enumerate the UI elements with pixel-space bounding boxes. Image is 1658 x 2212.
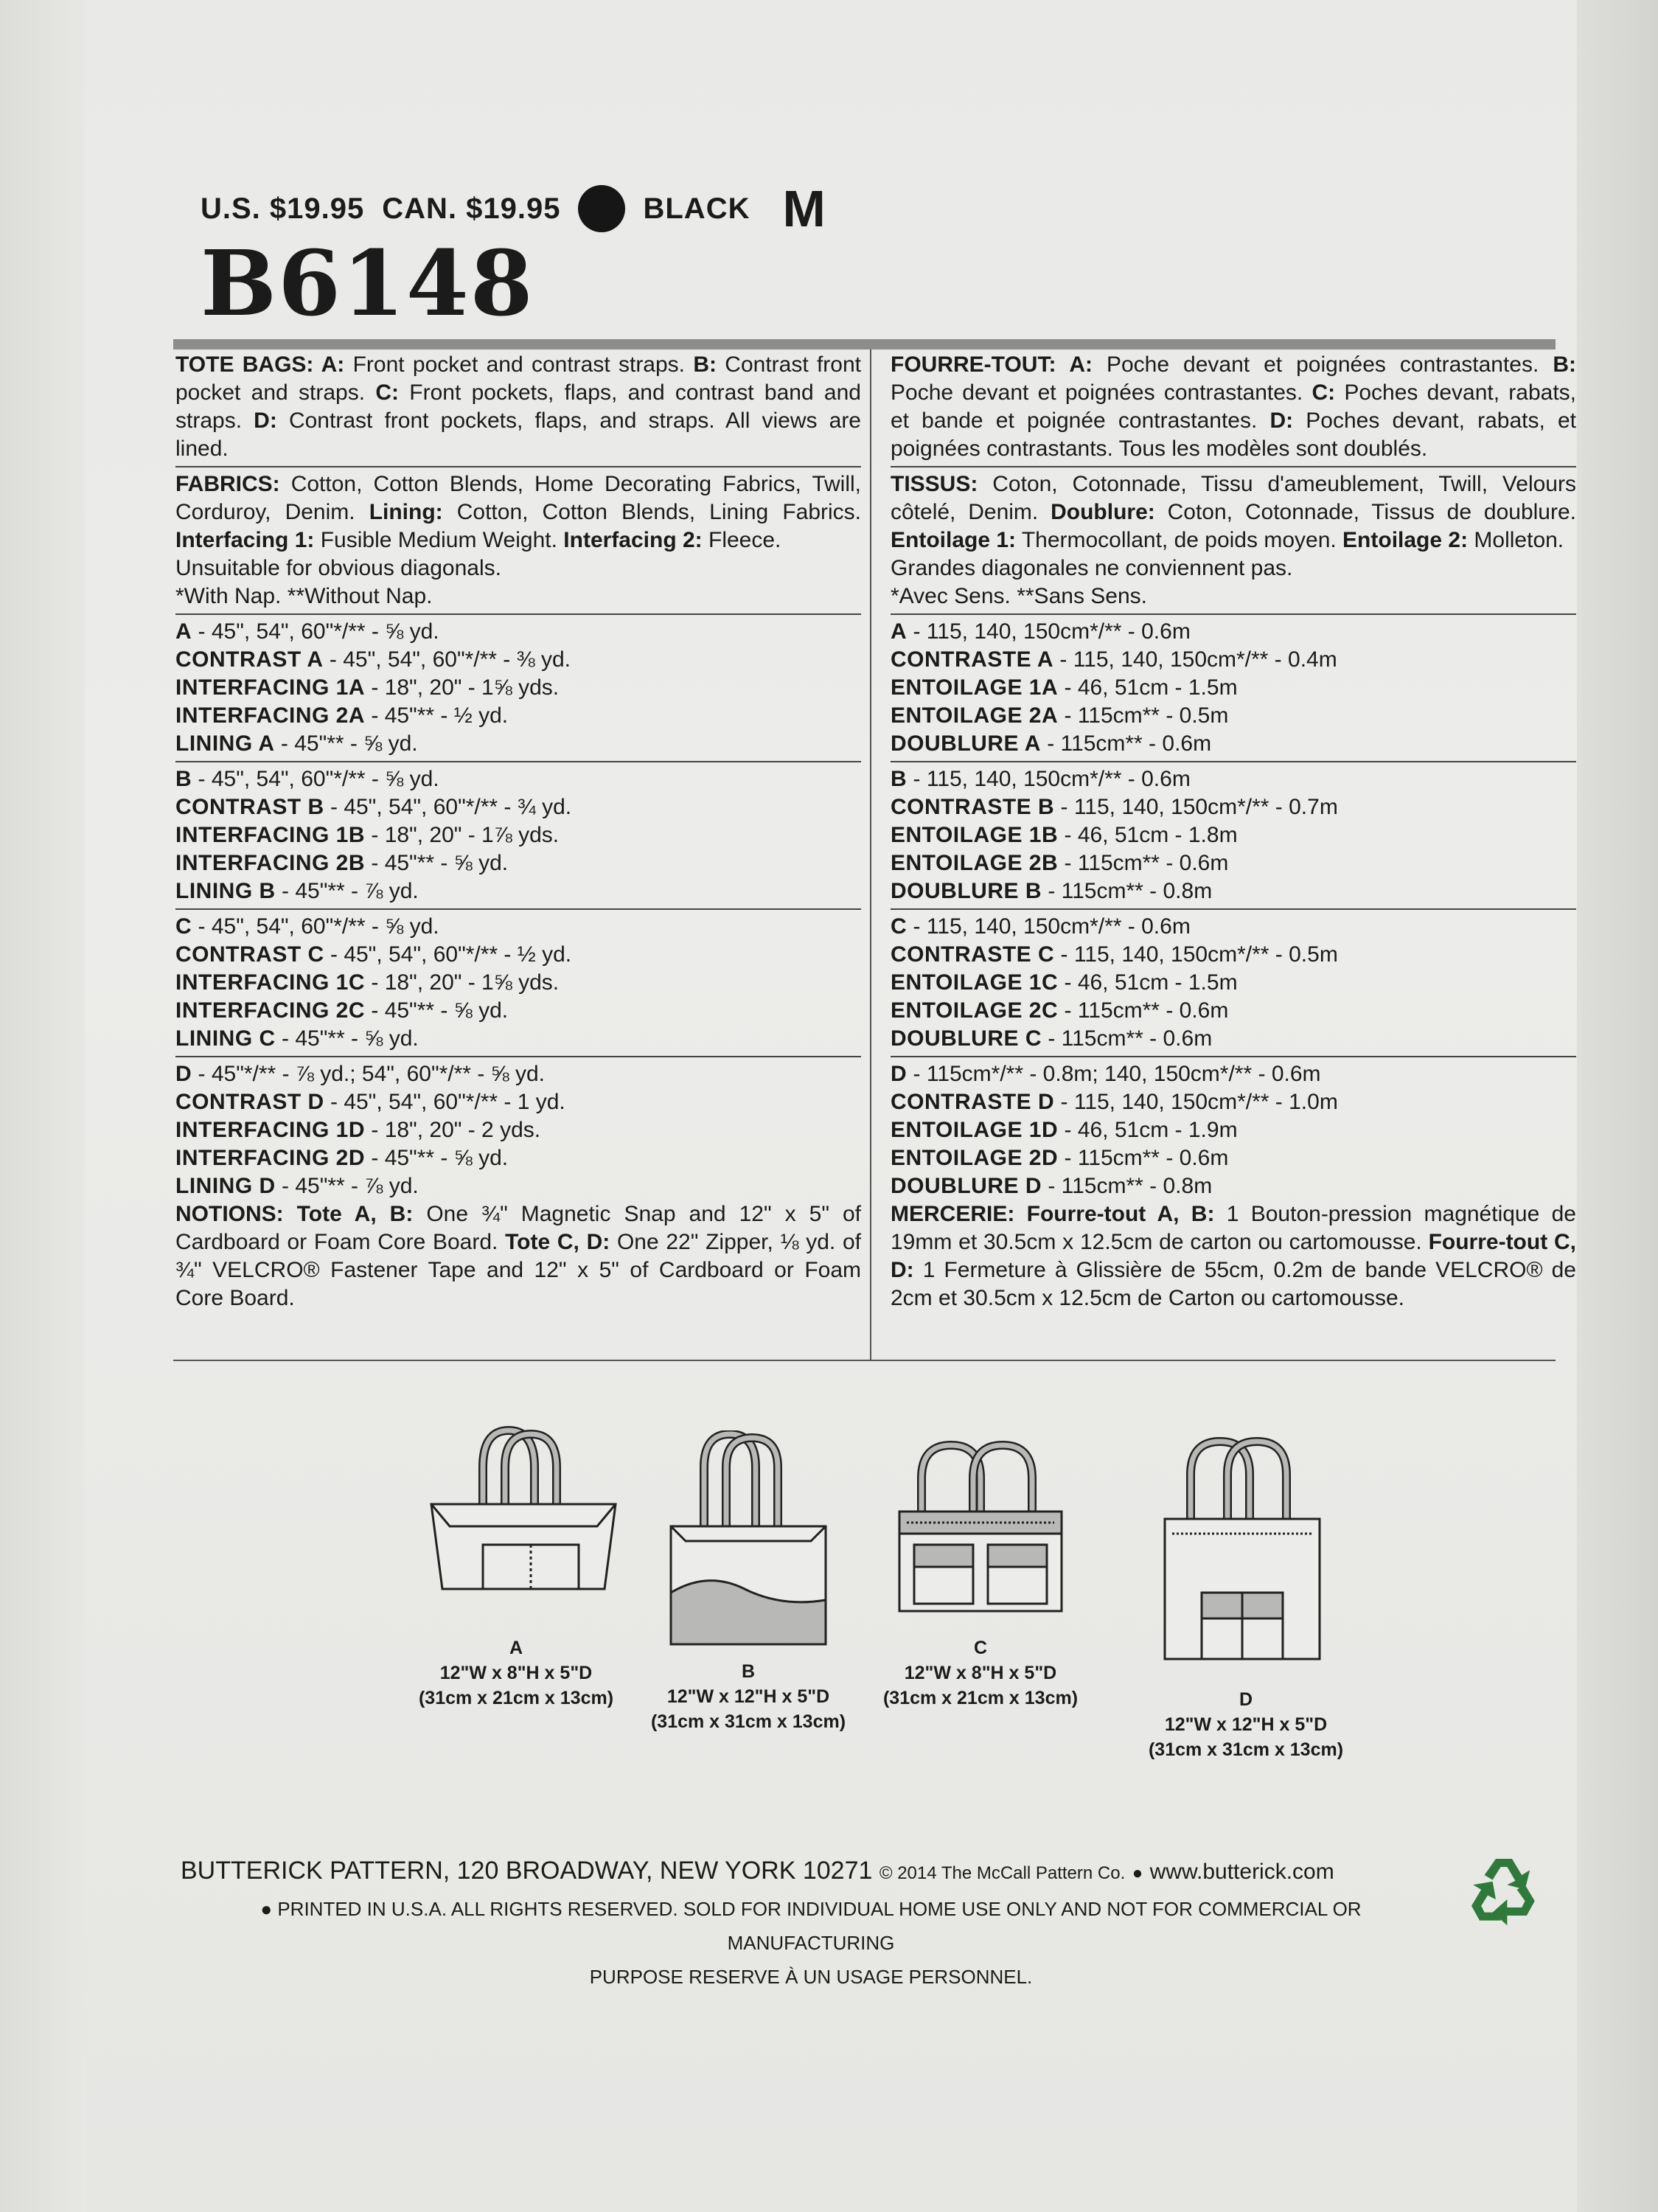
divider [175,1056,861,1057]
yardage-value: - 115, 140, 150cm*/** - 0.6m [907,619,1191,644]
yardage-value: - 45", 54", 60"*/** - ⅜ yd. [323,647,571,672]
view-c-caption [877,1635,1084,1711]
en-yardage-row [175,849,861,877]
en-description-segment: D: [254,408,277,433]
yardage-label: A [175,619,192,644]
fr-description [891,351,1576,463]
view-letter: B [741,1661,756,1682]
view-metric: (31cm x 21cm x 13cm) [882,1688,1079,1708]
en-description-segment: Front pocket and contrast straps. [344,352,694,377]
en-notions [175,1200,861,1312]
yardage-value: - 115cm** - 0.6m [1058,1146,1229,1170]
yardage-label: C [891,914,908,939]
en-fabrics-segment: FABRICS: [175,472,280,496]
en-yardage-row [175,969,861,997]
bullet-dot: ● [1132,1863,1143,1883]
en-yardage-row [175,730,861,758]
fr-yardage-row [891,793,1576,821]
yardage-label: CONTRASTE A [891,647,1054,672]
yardage-value: - 46, 51cm - 1.9m [1058,1118,1238,1142]
color-name: BLACK [643,192,750,225]
en-description-segment: Contrast front pocket and straps. [175,352,862,405]
yardage-value: - 45"** - ⅝ yd. [365,851,509,875]
fr-description-segment: Poches devant, rabats, et bande et poignée contrastantes. [891,380,1576,433]
en-description-lead: TOTE BAGS: A: [175,352,345,377]
yardage-value: - 115cm** - 0.6m [1040,731,1212,756]
en-description [175,351,861,463]
fr-yardage-row [891,1144,1576,1172]
en-fabrics-segment: Fusible Medium Weight. [314,528,564,552]
fr-fabrics [891,470,1576,554]
yardage-value: - 46, 51cm - 1.5m [1058,970,1238,995]
website: www.butterick.com [1149,1860,1334,1884]
view-dimensions: 12"W x 8"H x 5"D [439,1663,593,1683]
yardage-value: - 115cm** - 0.8m [1042,879,1213,903]
en-yardage-row [175,941,861,969]
fr-yardage-row [891,821,1576,849]
divider [891,908,1576,910]
can-price: CAN. $19.95 [382,192,561,225]
yardage-value: - 45"** - ⅝ yd. [275,1026,419,1051]
english-column [175,351,861,1312]
tote-c-illustration [892,1438,1069,1615]
en-unsuitable: Unsuitable for obvious diagonals. [175,556,501,580]
yardage-label: ENTOILAGE 2B [891,851,1059,875]
yardage-value: - 115, 140, 150cm*/** - 0.6m [907,767,1191,791]
fr-description-segment: B: [1553,352,1576,377]
en-yardage-row [175,997,861,1025]
fr-fabrics-segment: Thermocollant, de poids moyen. [1016,528,1343,552]
column-separator [870,349,871,1360]
yardage-label: DOUBLURE C [891,1026,1042,1051]
fr-notions-segment: 1 Bouton-pression magnétique de 19mm et 30.5cm x 12.5cm de carton ou cartomousse. [891,1202,1576,1254]
view-d-caption [1139,1687,1353,1762]
fr-description-segment: Poche devant et poignées contrastantes. [1092,352,1553,377]
divider [891,613,1576,615]
view-dimensions: 12"W x 12"H x 5"D [1164,1714,1328,1735]
publisher-address: BUTTERICK PATTERN, 120 BROADWAY, NEW YORK 10271 [181,1857,873,1885]
fr-yardage-row [891,702,1576,730]
yardage-label: DOUBLURE A [891,731,1041,756]
divider [175,466,861,467]
fr-yardage-row [891,765,1576,793]
fr-notions [891,1200,1576,1312]
yardage-value: - 45"** - ½ yd. [365,703,509,728]
en-yardage-row [175,877,861,905]
yardage-label: CONTRAST A [175,647,324,672]
fr-notions-segment: 1 Fermeture à Glissière de 55cm, 0.2m de bande VELCRO® de 2cm et 30.5cm x 12.5cm de Carton ou cartomousse. [891,1258,1576,1310]
en-yardage-row [175,674,861,702]
rights-text: PRINTED IN U.S.A. ALL RIGHTS RESERVED. SOLD FOR INDIVIDUAL HOME USE ONLY AND NOT FOR COMMERCIAL OR MANUFACTURING [277,1898,1362,1954]
yardage-label: B [175,767,192,791]
fr-yardage-row [891,913,1576,941]
en-fabrics-segment: Interfacing 1: [175,528,315,552]
fr-fabrics-segment: Molleton. [1468,528,1564,552]
en-fabrics-segment: Fleece. [702,528,781,552]
fr-yardage-row [891,674,1576,702]
yardage-value: - 115, 140, 150cm*/** - 0.7m [1054,795,1338,819]
en-yardage-row [175,765,861,793]
yardage-value: - 18", 20" - 1⅝ yds. [365,970,560,995]
divider [891,761,1576,762]
en-fabrics [175,470,861,554]
yardage-label: ENTOILAGE 2C [891,998,1059,1023]
yardage-value: - 45"** - ⅞ yd. [275,879,419,903]
en-yardage-row [175,1088,861,1116]
fr-notions-segment: Fourre-tout C, D: [891,1230,1576,1282]
fr-fabrics-segment: Coton, Cotonnade, Tissus de doublure. [1154,500,1576,524]
fr-description-segment: FOURRE-TOUT: A: [891,352,1093,377]
view-letter: D [1239,1689,1253,1710]
fr-yardage-row [891,1116,1576,1144]
en-notions-segment: Tote C, D: [505,1230,610,1254]
yardage-label: CONTRAST B [175,795,324,819]
view-letter: C [973,1638,988,1658]
yardage-value: - 45", 54", 60"*/** - ⅝ yd. [192,619,439,644]
yardage-value: - 45"** - ⅝ yd. [365,1146,509,1170]
yardage-value: - 45", 54", 60"*/** - ⅝ yd. [192,767,439,791]
en-description-segment: B: [693,352,717,377]
yardage-label: CONTRASTE B [891,795,1055,819]
yardage-label: ENTOILAGE 1C [891,970,1059,995]
fr-fabrics-segment: Coton, Cotonnade, Tissu d'ameublement, Twill, Velours côtelé, Denim. [891,472,1576,524]
fr-yardage-row [891,730,1576,758]
en-yardage-row [175,1144,861,1172]
en-fabrics-segment: Cotton, Cotton Blends, Lining Fabrics. [442,500,861,524]
rights-notice [177,1892,1445,1994]
yardage-value: - 115, 140, 150cm*/** - 0.4m [1053,647,1337,672]
yardage-label: A [891,619,908,644]
fr-fabrics-segment: TISSUS: [891,472,978,496]
fr-fabrics-segment: Entoilage 2: [1342,528,1469,552]
yardage-label: INTERFACING 2B [175,851,366,875]
fr-yardage-row [891,1088,1576,1116]
fr-yardage-row [891,618,1576,646]
pattern-number: B6148 [201,230,534,336]
fr-unsuitable: Grandes diagonales ne conviennent pas. [891,556,1293,580]
fr-yardage-row [891,849,1576,877]
fr-yardage-row [891,1172,1576,1200]
fr-yardage-row [891,969,1576,997]
tote-a-illustration [428,1423,619,1593]
en-yardage [175,613,861,1200]
yardage-label: C [175,914,192,939]
en-yardage-row [175,793,861,821]
yardage-label: DOUBLURE B [891,879,1042,903]
yardage-label: LINING C [175,1026,276,1051]
bullet-dot: ● [260,1898,278,1920]
en-fabrics-segment: Cotton, Cotton Blends, Home Decorating Fabrics, Twill, Corduroy, Denim. [175,472,861,524]
yardage-label: D [175,1062,192,1086]
en-yardage-row [175,1116,861,1144]
recycle-icon [1463,1851,1544,1932]
en-description-segment: Front pockets, flaps, and contrast band and straps. [175,380,861,433]
yardage-value: - 45"** - ⅞ yd. [275,1174,419,1198]
yardage-value: - 115cm*/** - 0.8m; 140, 150cm*/** - 0.6m [907,1062,1321,1086]
view-metric: (31cm x 31cm x 13cm) [650,1711,846,1732]
divider [891,1056,1576,1057]
en-notions-segment: One ¾" Magnetic Snap and 12" x 5" of Cardboard or Foam Core Board. [175,1202,861,1254]
envelope-fold-right [1577,0,1658,2212]
yardage-label: INTERFACING 2A [175,703,366,728]
yardage-value: - 46, 51cm - 1.8m [1058,823,1238,847]
fr-notions-segment: MERCERIE: Fourre-tout A, B: [891,1202,1215,1226]
view-metric: (31cm x 31cm x 13cm) [1148,1739,1344,1760]
fr-description-segment: Poches devant, rabats, et poignées contrastants. Tous les modèles sont doublés. [891,408,1576,461]
fr-yardage-row [891,1025,1576,1053]
fr-yardage-row [891,1060,1576,1088]
color-dot-icon [578,185,625,232]
fr-description-segment: D: [1269,408,1294,433]
view-a-caption [413,1635,619,1711]
yardage-label: CONTRAST C [175,942,324,967]
yardage-value: - 18", 20" - 2 yds. [365,1118,541,1142]
yardage-label: DOUBLURE D [891,1174,1042,1198]
yardage-label: INTERFACING 1B [175,823,366,847]
yardage-label: ENTOILAGE 1D [891,1118,1059,1142]
en-yardage-row [175,618,861,646]
yardage-value: - 45", 54", 60"*/** - ½ yd. [324,942,572,967]
section-rule [173,1360,1556,1361]
yardage-value: - 115cm** - 0.6m [1042,1026,1213,1051]
divider [175,908,861,910]
envelope-fold-left [0,0,85,2212]
size-letter: M [782,180,826,237]
yardage-value: - 115, 140, 150cm*/** - 0.5m [1054,942,1338,967]
yardage-label: INTERFACING 2C [175,998,366,1023]
en-fabrics-segment: Interfacing 2: [563,528,703,552]
yardage-label: ENTOILAGE 2D [891,1146,1059,1170]
copyright: © 2014 The McCall Pattern Co. [879,1863,1126,1883]
yardage-value: - 18", 20" - 1⅝ yds. [365,675,560,700]
fr-description-segment: C: [1312,380,1336,405]
fr-yardage [891,613,1576,1200]
view-illustrations [0,1401,1658,1814]
fr-yardage-row [891,646,1576,674]
view-letter: A [509,1638,523,1658]
yardage-label: INTERFACING 2D [175,1146,366,1170]
fr-description-segment: Poche devant et poignées contrastantes. [891,380,1312,405]
en-notions-segment: NOTIONS: Tote A, B: [175,1202,414,1226]
fr-fabrics-segment: Doublure: [1051,500,1155,524]
en-notions-segment: One 22" Zipper, ⅛ yd. of ¾" VELCRO® Fastener Tape and 12" x 5" of Cardboard or Foam Core Board. [175,1230,861,1310]
en-description-segment: Contrast front pockets, flaps, and straps. All views are lined. [175,408,861,461]
yardage-value: - 45", 54", 60"*/** - 1 yd. [324,1090,565,1114]
yardage-value: - 45", 54", 60"*/** - ⅝ yd. [192,914,439,939]
yardage-label: LINING D [175,1174,276,1198]
us-price: U.S. $19.95 [201,192,365,225]
en-yardage-row [175,821,861,849]
divider [175,761,861,762]
yardage-label: CONTRAST D [175,1090,324,1114]
en-fabrics-segment: Lining: [369,500,443,524]
yardage-value: - 115cm** - 0.5m [1058,703,1229,728]
yardage-label: INTERFACING 1C [175,970,366,995]
fr-yardage-row [891,997,1576,1025]
yardage-label: ENTOILAGE 1B [891,823,1059,847]
yardage-value: - 45", 54", 60"*/** - ¾ yd. [324,795,572,819]
en-yardage-row [175,913,861,941]
en-yardage-row [175,702,861,730]
yardage-value: - 115, 140, 150cm*/** - 1.0m [1054,1090,1338,1114]
yardage-label: CONTRASTE C [891,942,1055,967]
yardage-label: LINING B [175,879,276,903]
yardage-label: ENTOILAGE 2A [891,703,1059,728]
yardage-value: - 115, 140, 150cm*/** - 0.6m [907,914,1191,939]
en-nap-note: *With Nap. **Without Nap. [175,584,433,608]
yardage-value: - 115cm** - 0.8m [1042,1174,1213,1198]
yardage-label: ENTOILAGE 1A [891,675,1059,700]
yardage-value: - 46, 51cm - 1.5m [1058,675,1238,700]
yardage-value: - 115cm** - 0.6m [1058,998,1229,1023]
fr-nap-note: *Avec Sens. **Sans Sens. [891,584,1147,608]
yardage-label: D [891,1062,908,1086]
tote-b-illustration [663,1430,833,1652]
en-yardage-row [175,1060,861,1088]
en-yardage-row [175,1025,861,1053]
yardage-label: LINING A [175,731,275,756]
en-description-segment: C: [375,380,399,405]
french-column [891,351,1576,1312]
publisher-line [181,1857,1334,1885]
fr-yardage-row [891,877,1576,905]
purpose-text: PURPOSE RESERVE À UN USAGE PERSONNEL. [589,1966,1033,1988]
view-dimensions: 12"W x 12"H x 5"D [666,1686,830,1707]
fr-yardage-row [891,941,1576,969]
yardage-value: - 115cm** - 0.6m [1058,851,1229,875]
en-yardage-row [175,1172,861,1200]
view-dimensions: 12"W x 8"H x 5"D [904,1663,1057,1683]
yardage-label: INTERFACING 1D [175,1118,366,1142]
fr-fabrics-segment: Entoilage 1: [891,528,1017,552]
tote-d-illustration [1157,1434,1327,1663]
yardage-value: - 45"** - ⅝ yd. [274,731,418,756]
divider [891,466,1576,467]
yardage-value: - 18", 20" - 1⅞ yds. [365,823,560,847]
view-b-caption [641,1659,855,1734]
header-rule [173,339,1556,349]
yardage-label: INTERFACING 1A [175,675,366,700]
yardage-value: - 45"*/** - ⅞ yd.; 54", 60"*/** - ⅝ yd. [192,1062,546,1086]
yardage-label: CONTRASTE D [891,1090,1055,1114]
divider [175,613,861,615]
yardage-label: B [891,767,908,791]
view-metric: (31cm x 21cm x 13cm) [418,1688,614,1708]
en-yardage-row [175,646,861,674]
yardage-value: - 45"** - ⅝ yd. [365,998,509,1023]
